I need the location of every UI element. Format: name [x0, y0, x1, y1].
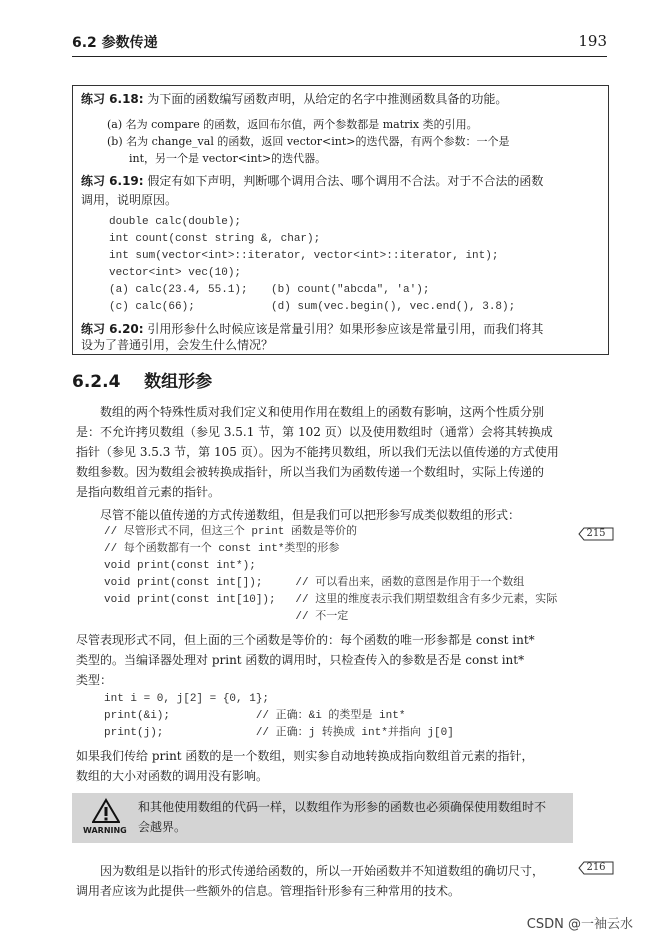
- ex619-option-c: (c) calc(66);: [109, 301, 195, 313]
- para5-line2: 调用者应该为此提供一些额外的信息。管理指针形参有三种常用的技术。: [76, 884, 461, 898]
- para1-line1: 数组的两个特殊性质对我们定义和使用作用在数组上的函数有影响，这两个性质分别: [100, 405, 545, 419]
- ex619-code-3: int sum(vector<int>::iterator, vector<int>::iterator, int);: [109, 250, 499, 262]
- code1-line5: void print(const int[10]); // 这里的维度表示我们期望数组含有多少元素，实际: [104, 594, 558, 606]
- para1-line3: 指针（参见 3.5.3 节，第 105 页）。因为不能拷贝数组，所以我们无法以值传递的方式使用: [76, 445, 559, 459]
- warning-text-line2: 会越界。: [138, 820, 187, 834]
- warning-text-line1: 和其他使用数组的代码一样，以数组作为形参的函数也必须确保使用数组时不: [138, 800, 547, 814]
- code2-line2: print(&i); // 正确：&i 的类型是 int*: [104, 710, 406, 722]
- ex619-option-d: (d) sum(vec.begin(), vec.end(), 3.8);: [271, 301, 516, 313]
- ex619-option-a: (a) calc(23.4, 55.1);: [109, 284, 248, 296]
- code2-line1: int i = 0, j[2] = {0, 1};: [104, 693, 270, 705]
- code1-line4: void print(const int[]); // 可以看出来，函数的意图是作用于一个数组: [104, 577, 525, 589]
- ex618-b2: int，另一个是 vector<int>的迭代器。: [129, 152, 327, 165]
- code1-line1: // 尽管形式不同，但这三个 print 函数是等价的: [104, 526, 358, 538]
- para3-line3: 类型：: [76, 673, 113, 687]
- code1-line3: void print(const int*);: [104, 560, 256, 572]
- code2-line3: print(j); // 正确：j 转换成 int*并指向 j[0]: [104, 727, 454, 739]
- ex618-b1: (b) 名为 change_val 的函数，返回 vector<int>的迭代器，有两个参数：一个是: [107, 135, 510, 148]
- para1-line2: 是：不允许拷贝数组（参见 3.5.1 节，第 102 页）以及使用数组时（通常）会将其转换成: [76, 425, 553, 439]
- exercise-box: [72, 85, 609, 355]
- para4-line1: 如果我们传给 print 函数的是一个数组，则实参自动地转换成指向数组首元素的指针，: [76, 749, 534, 763]
- ex619-text2: 调用，说明原因。: [81, 193, 178, 207]
- section-title: [72, 367, 212, 392]
- exercise-6-18: 练习 6.18: 为下面的函数编写函数声明，从给定的名字中推测函数具备的功能。: [81, 92, 508, 106]
- csdn-watermark: CSDN @一袖云水: [526, 917, 633, 932]
- ex619-code-2: int count(const string &, char);: [109, 233, 321, 245]
- ex619-option-b: (b) count("abcda", 'a');: [271, 284, 430, 296]
- ex619-code-4: vector<int> vec(10);: [109, 267, 242, 279]
- para1-line5: 是指向数组首元素的指针。: [76, 485, 221, 499]
- warning-box: [72, 793, 573, 843]
- code1-line6: // 不一定: [104, 611, 349, 623]
- page-header: [72, 30, 607, 57]
- para1-line4: 数组参数。因为数组会被转换成指针，所以当我们为函数传递一个数组时，实际上传递的: [76, 465, 545, 479]
- section-number: 6.2.4: [72, 372, 121, 392]
- section-heading: 6.2 参数传递: [72, 35, 158, 51]
- margin-ref-216: 216: [578, 861, 614, 875]
- exercise-6-19: 练习 6.19: 假定有如下声明，判断哪个调用合法、哪个调用不合法。对于不合法的函数: [81, 174, 544, 188]
- ex618-a: (a) 名为 compare 的函数，返回布尔值，两个参数都是 matrix 类的引用。: [107, 118, 478, 131]
- ex620-text2: 设为了普通引用，会发生什么情况？: [81, 338, 274, 352]
- exercise-6-20: 练习 6.20: 引用形参什么时候应该是常量引用？如果形参应该是常量引用，而我们将其: [81, 322, 544, 336]
- para2: 尽管不能以值传递的方式传递数组，但是我们可以把形参写成类似数组的形式：: [100, 508, 521, 522]
- margin-ref-215: 215: [578, 527, 614, 541]
- section-name: 数组形参: [144, 372, 213, 392]
- warning-label: WARNING: [83, 826, 127, 835]
- para4-line2: 数组的大小对函数的调用没有影响。: [76, 769, 269, 783]
- para5-line1: 因为数组是以指针的形式传递给函数的，所以一开始函数并不知道数组的确切尺寸，: [100, 864, 545, 878]
- para3-line2: 类型的。当编译器处理对 print 函数的调用时，只检查传入的参数是否是 const int*: [76, 653, 525, 667]
- page-number: 193: [578, 32, 607, 50]
- ex619-code-1: double calc(double);: [109, 216, 242, 228]
- code1-line2: // 每个函数都有一个 const int*类型的形参: [104, 543, 340, 555]
- warning-triangle-icon: [92, 798, 120, 824]
- para3-line1: 尽管表现形式不同，但上面的三个函数是等价的：每个函数的唯一形参都是 const int*: [76, 633, 535, 647]
